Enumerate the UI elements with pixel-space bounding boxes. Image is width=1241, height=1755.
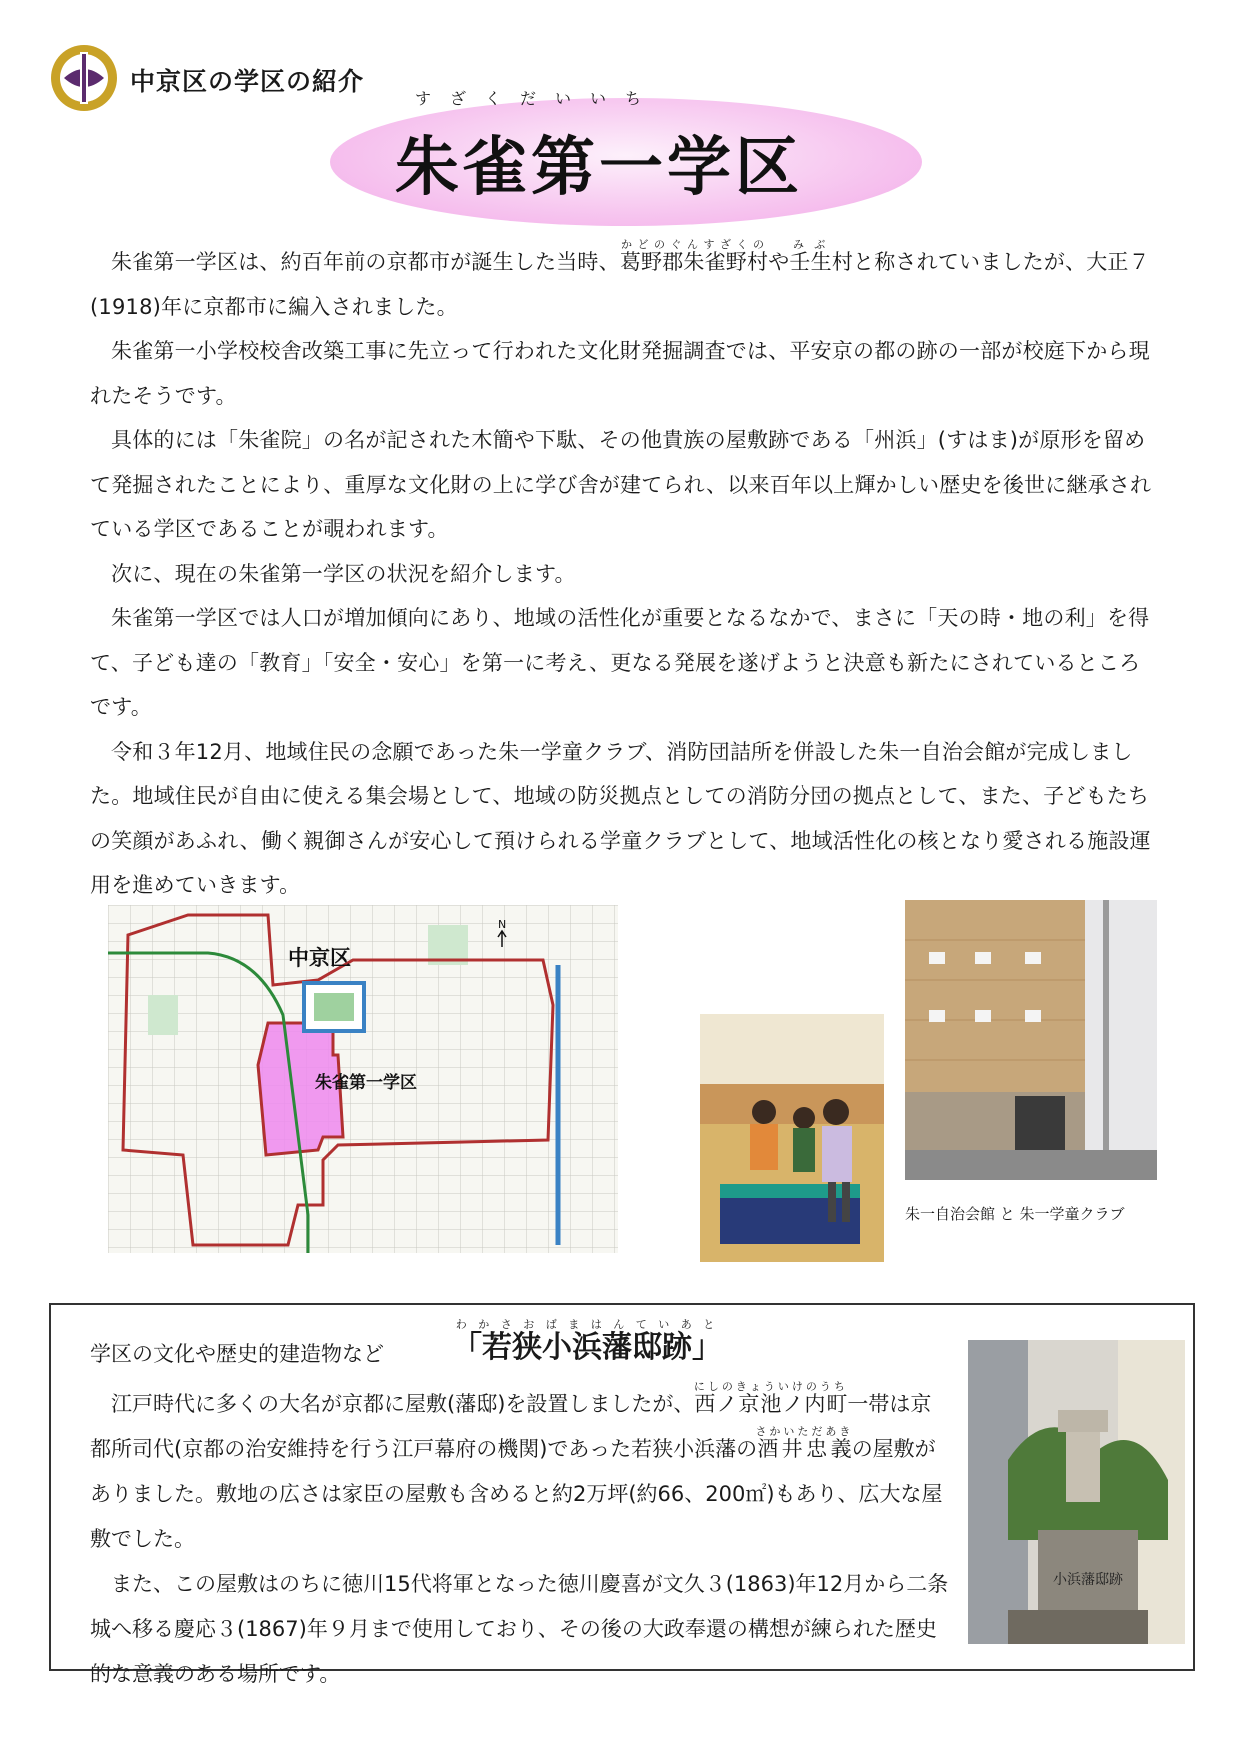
page-title: 朱雀第一学区 bbox=[395, 131, 803, 205]
historic-marker-photo bbox=[968, 1340, 1185, 1644]
title-ruby: すざくだいいち bbox=[415, 89, 661, 108]
intro-paragraph-4: 次に、現在の朱雀第一学区の状況を紹介します。 bbox=[111, 561, 576, 586]
intro-paragraph-5: 朱雀第一学区では人口が増加傾向にあり、地域の活性化が重要となるなかで、まさに「天の時・地の利」を得て、子ども達の「教育」「安全・安心」を第一に考え、更なる発展を遂げようと決意も新たにされているところです。 bbox=[90, 606, 1150, 719]
intro-text bbox=[90, 238, 1160, 908]
historic-site-name: 「若狭小浜藩邸跡」わかさおばまはんていあと bbox=[452, 1318, 722, 1365]
culture-paragraph-1: 江戸時代に多くの大名が京都に屋敷(藩邸)を設置しましたが、西ノ京池ノ内町にしのきょういけのうち一帯は京都所司代(京都の治安維持を行う江戸幕府の機関)であった若狭小浜藩の酒井忠義さかいただあきの屋敷がありました。敷地の広さは家臣の屋敷も含めると約2万坪(約66、200㎡)もあり、広大な屋敷でした。 bbox=[90, 1380, 943, 1551]
header-title: 中京区の学区の紹介 bbox=[130, 67, 365, 96]
culture-text bbox=[90, 1380, 950, 1697]
photo-caption: 朱一自治会館 と 朱一学童クラブ bbox=[905, 1205, 1125, 1223]
district-map bbox=[108, 905, 618, 1253]
intro-paragraph-6: 令和３年12月、地域住民の念願であった朱一学童クラブ、消防団詰所を併設した朱一自治会館が完成しました。地域住民が自由に使える集会場として、地域の防災拠点としての消防分団の拠点として、また、子どもたちの笑顔があふれ、働く親御さんが安心して預けられる学童クラブとして、地域活性化の核となり愛される施設運用を進めていきます。 bbox=[90, 739, 1151, 897]
stone-sign-text: 小浜藩邸跡 bbox=[1053, 1572, 1123, 1588]
map-district-label: 朱雀第一学区 bbox=[315, 1073, 417, 1093]
intro-paragraph-2: 朱雀第一小学校校舎改築工事に先立って行われた文化財発掘調査では、平安京の都の跡の一部が校庭下から現れたそうです。 bbox=[90, 339, 1150, 408]
culture-section-lead: 学区の文化や歴史的建造物など bbox=[90, 1342, 384, 1366]
kids-club-photo bbox=[700, 1014, 884, 1262]
intro-paragraph-1: 朱雀第一学区は、約百年前の京都市が誕生した当時、葛野郡朱雀野村かどのぐんすざくのや壬生みぶ村と称されていましたが、大正７(1918)年に京都市に編入されました。 bbox=[90, 238, 1150, 319]
district-logo-icon bbox=[50, 44, 118, 112]
map-north-label: N bbox=[498, 918, 507, 931]
intro-paragraph-3: 具体的には「朱雀院」の名が記された木簡や下駄、その他貴族の屋敷跡である「州浜」(すはま)が原形を留めて発掘されたことにより、重厚な文化財の上に学び舎が建てられ、以来百年以上輝かしい歴史を後世に継承されている学区であることが覗われます。 bbox=[90, 428, 1152, 541]
community-hall-photo bbox=[905, 900, 1157, 1180]
map-ward-label: 中京区 bbox=[288, 946, 351, 970]
culture-paragraph-2: また、この屋敷はのちに徳川15代将軍となった徳川慶喜が文久３(1863)年12月から二条城へ移る慶応３(1867)年９月まで使用しており、その後の大政奉還の構想が練られた歴史的な意義のある場所です。 bbox=[90, 1572, 949, 1686]
